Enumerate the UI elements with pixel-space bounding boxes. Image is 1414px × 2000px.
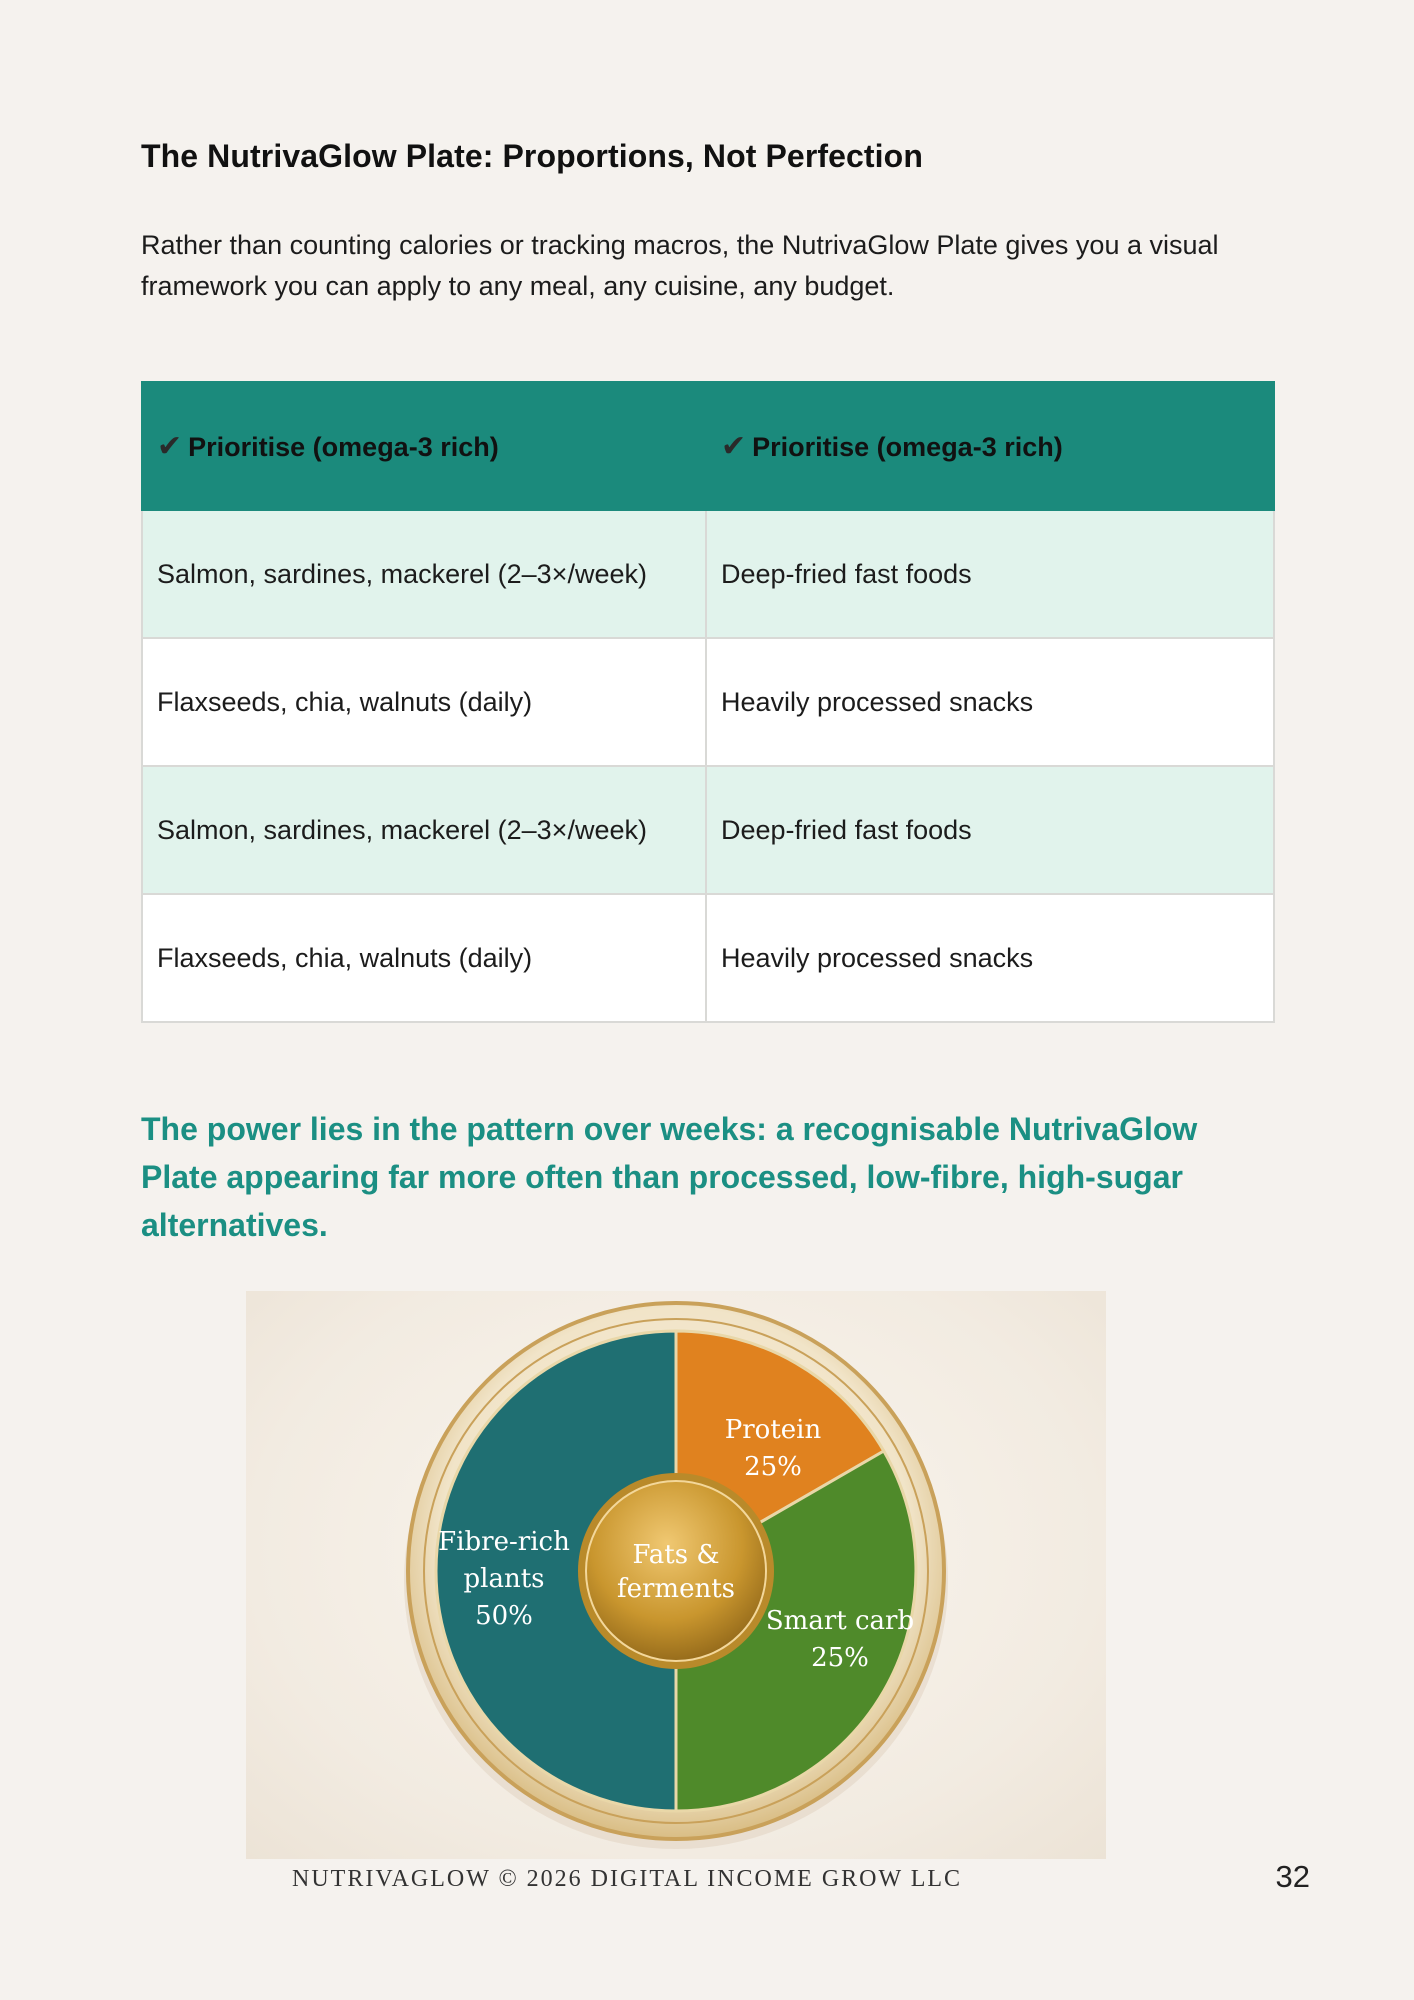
page-number: 32: [1275, 1859, 1310, 1894]
callout-quote: The power lies in the pattern over weeks: a recognisable NutrivaGlow Plate appearing far more often than processed, low-fibre, high-sugar alternatives.: [141, 1111, 1198, 1243]
plants-label-line: plants: [463, 1564, 545, 1594]
table-header-row: [142, 382, 1274, 510]
table-cell: Heavily processed snacks: [706, 894, 1274, 1022]
plants-label-line: 50%: [475, 1601, 533, 1631]
carb-label-line: 25%: [811, 1643, 869, 1673]
footer-copyright: NUTRIVAGLOW © 2026 DIGITAL INCOME GROW LLC: [292, 1866, 963, 1892]
check-mark-icon: ✔: [157, 429, 183, 463]
food-comparison-table: [141, 381, 1275, 1023]
check-mark-icon: ✔: [721, 429, 747, 463]
table-header-label: Prioritise (omega-3 rich): [188, 431, 499, 462]
table-cell: Flaxseeds, chia, walnuts (daily): [142, 894, 706, 1022]
protein-label-line: 25%: [744, 1452, 802, 1482]
table-row: [142, 894, 1274, 1022]
table-cell: Deep-fried fast foods: [706, 510, 1274, 638]
table-header-label: Prioritise (omega-3 rich): [752, 431, 1063, 462]
table-row: [142, 510, 1274, 638]
plate-graphic: [246, 1291, 1106, 1859]
table-cell: Salmon, sardines, mackerel (2–3×/week): [142, 510, 706, 638]
table-cell: Deep-fried fast foods: [706, 766, 1274, 894]
center-label-line: ferments: [616, 1574, 736, 1604]
plate-illustration: [246, 1291, 1106, 1859]
section-heading: The NutrivaGlow Plate: Proportions, Not Perfection: [141, 138, 923, 174]
center-coin: [586, 1481, 766, 1661]
table-cell: Flaxseeds, chia, walnuts (daily): [142, 638, 706, 766]
protein-label-line: Protein: [724, 1415, 822, 1445]
table-cell: Heavily processed snacks: [706, 638, 1274, 766]
table-row: [142, 766, 1274, 894]
plants-label-line: Fibre-rich: [438, 1527, 570, 1557]
center-label-line: Fats &: [632, 1540, 720, 1570]
table-row: [142, 638, 1274, 766]
table-cell: Salmon, sardines, mackerel (2–3×/week): [142, 766, 706, 894]
table-header-cell: [142, 382, 706, 510]
carb-label-line: Smart carb: [765, 1606, 915, 1636]
table-header-cell: [706, 382, 1274, 510]
intro-paragraph: Rather than counting calories or tracking macros, the NutrivaGlow Plate gives you a visual framework you can apply to any meal, any cuisine, any budget.: [141, 230, 1219, 301]
